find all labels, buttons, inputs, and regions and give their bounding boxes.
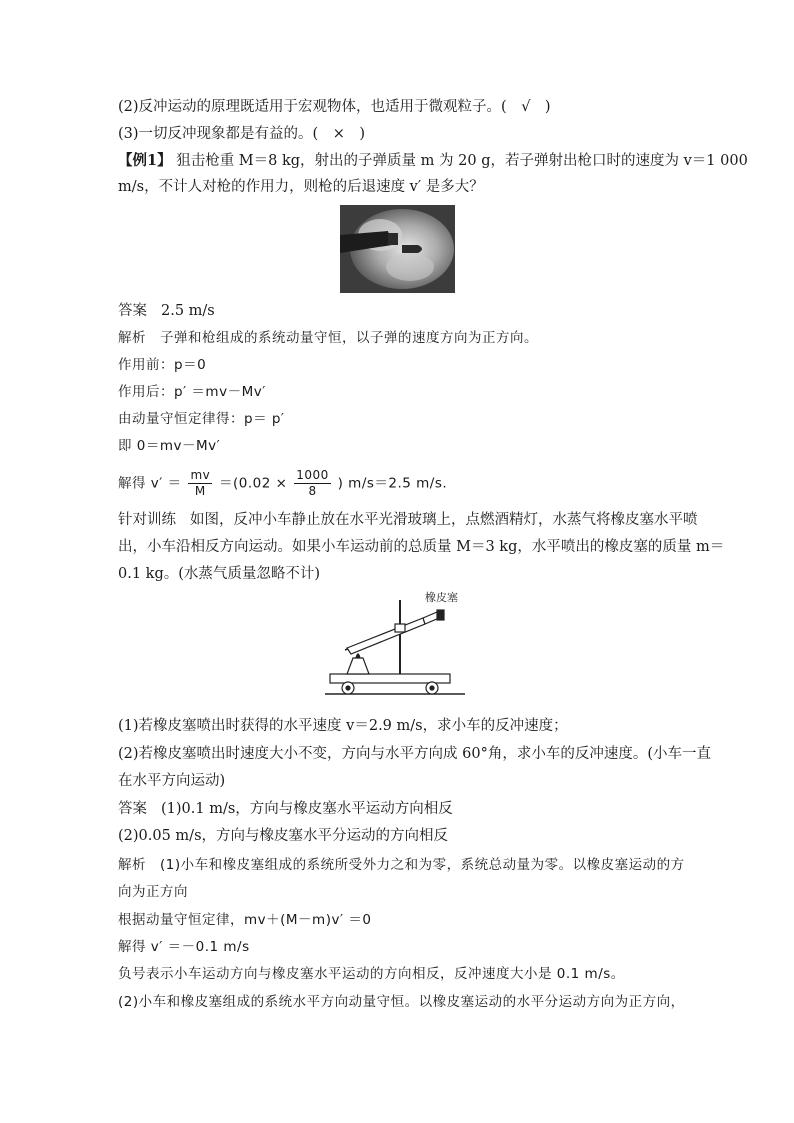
fraction-1000-over-8 [294, 468, 331, 499]
analysis-2-line-2: 向为正方向 [118, 884, 188, 900]
equation-conservation: 由动量守恒定律得：p＝ p′ [118, 411, 285, 427]
analysis-2-line-3: 根据动量守恒定律，mv＋(M－m)v′ ＝0 [118, 912, 372, 928]
practice-line-3: 0.1 kg。(水蒸气质量忽略不计) [118, 566, 321, 582]
solution-prefix: 解得 v′ ＝ [118, 475, 182, 492]
analysis-label: 解析 [118, 330, 146, 346]
analysis-2-line-5: 负号表示小车运动方向与橡皮塞水平运动的方向相反，反冲速度大小是 0.1 m/s。 [118, 966, 625, 982]
example-1-line-2: m/s，不计人对枪的作用力，则枪的后退速度 v′ 是多大？ [118, 179, 484, 195]
answer-value: 2.5 m/s [161, 303, 215, 319]
answer-2-line-1 [118, 799, 453, 819]
question-2-line-1: (2)若橡皮塞喷出时速度大小不变，方向与水平方向成 60°角，求小车的反冲速度。(小车一直 [118, 746, 712, 762]
analysis-label: 解析 [118, 857, 146, 873]
equation-after: 作用后：p′ ＝mv－Mv′ [118, 384, 266, 400]
statement-3: (3)一切反冲现象都是有益的。( × ) [118, 126, 366, 142]
answer-2-line-2: (2)0.05 m/s，方向与橡皮塞水平分运动的方向相反 [118, 828, 449, 844]
analysis-2-line-1 [118, 855, 685, 875]
statement-2: (2)反冲运动的原理既适用于宏观物体，也适用于微观粒子。( √ ) [118, 99, 551, 115]
equation-zero: 即 0＝mv－Mv′ [118, 438, 221, 454]
question-2-line-2: 在水平方向运动) [118, 773, 226, 789]
analysis-text: (1)小车和橡皮塞组成的系统所受外力之和为零，系统总动量为零。以橡皮塞运动的方 [160, 857, 685, 873]
fraction-numerator: 1000 [296, 468, 329, 482]
analysis-2-line-6: (2)小车和橡皮塞组成的系统水平方向动量守恒。以橡皮塞运动的水平分运动方向为正方向， [118, 994, 685, 1010]
bullet-photo [340, 205, 455, 293]
analysis-1 [118, 328, 538, 348]
fraction-numerator: mv [190, 468, 211, 482]
example-1-line-1 [118, 151, 748, 171]
alcohol-lamp [347, 658, 369, 674]
example-tag: 【例1】 [118, 152, 172, 169]
solution-result: ) m/s＝2.5 m/s. [337, 475, 448, 492]
answer-label: 答案 [118, 801, 147, 817]
fraction-mv-over-M [188, 468, 212, 499]
rubber-stopper [437, 610, 444, 620]
fraction-denominator: 8 [308, 484, 317, 498]
stopper-label: 橡皮塞 [425, 591, 458, 604]
question-1: (1)若橡皮塞喷出时获得的水平速度 v＝2.9 m/s，求小车的反冲速度； [118, 718, 568, 734]
answer-1 [118, 301, 215, 321]
fraction-denominator: M [194, 484, 206, 498]
equation-before: 作用前：p＝0 [118, 357, 207, 373]
practice-line-2: 出，小车沿相反方向运动。如果小车运动前的总质量 M＝3 kg，水平喷出的橡皮塞的质量 m＝ [118, 539, 725, 555]
equation-solution [118, 468, 447, 499]
example-1-text: 狙击枪重 M＝8 kg，射出的子弹质量 m 为 20 g，若子弹射出枪口时的速度为 v＝1 000 [176, 153, 748, 169]
practice-line-1 [118, 510, 698, 530]
practice-label: 针对训练 [118, 512, 176, 528]
answer-label: 答案 [118, 303, 147, 319]
answer-value: (1)0.1 m/s，方向与橡皮塞水平运动方向相反 [161, 801, 453, 817]
solution-mid: ＝(0.02 × [219, 475, 288, 492]
recoil-cart-diagram [325, 588, 465, 700]
analysis-2-line-4: 解得 v′ ＝－0.1 m/s [118, 939, 250, 955]
test-tube [347, 618, 425, 654]
practice-text: 如图，反冲小车静止放在水平光滑玻璃上，点燃酒精灯，水蒸气将橡皮塞水平喷 [190, 512, 698, 528]
analysis-text: 子弹和枪组成的系统动量守恒，以子弹的速度方向为正方向。 [160, 330, 538, 346]
